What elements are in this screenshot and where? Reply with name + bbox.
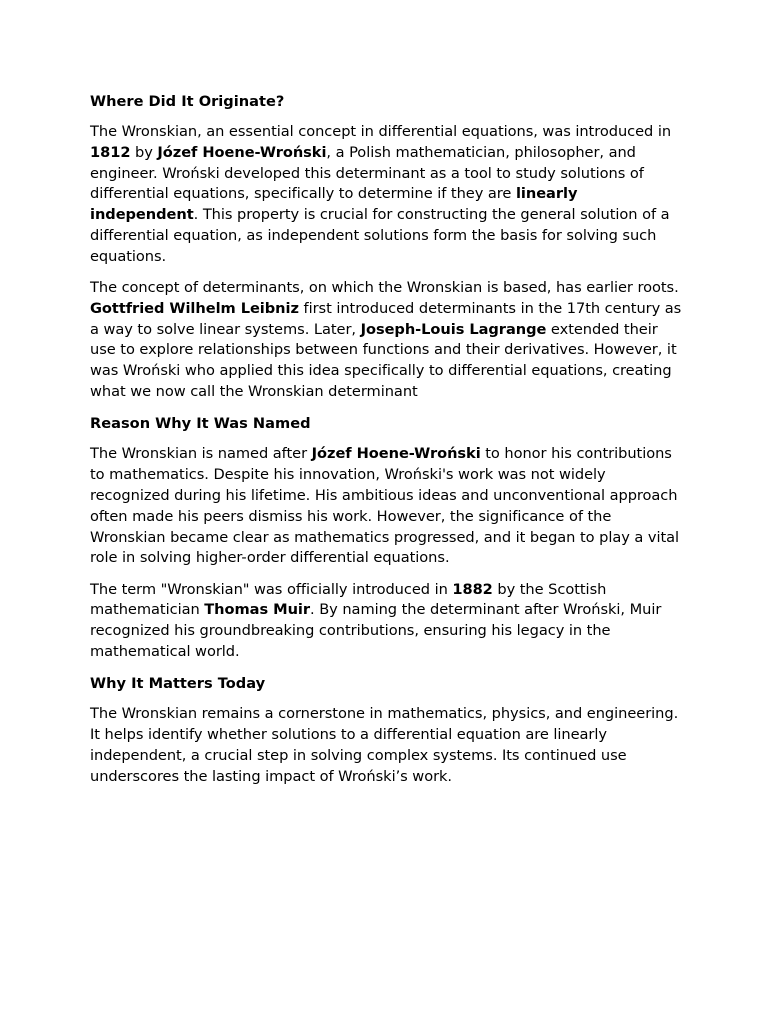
text-run: by the Scottish mathematician [90, 580, 607, 619]
section-heading-today: Why It Matters Today [90, 675, 266, 693]
section-heading-origin: Where Did It Originate? [90, 93, 285, 110]
bold-name: Józef Hoene-Wroński [311, 445, 481, 463]
document-page [90, 91, 682, 798]
text-run: The Wronskian, an essential concept in differential equations, was introduced in [90, 123, 672, 140]
text-run: first introduced determinants in the 17th century as a way to solve linear systems. Later, [90, 299, 682, 338]
paragraph-naming-1 [90, 444, 682, 569]
text-run: extended their use to explore relationships between functions and their derivatives. However, it was Wroński who applied this idea specifically to differential equations, creating what we now call the Wronskian determinant [90, 320, 677, 401]
section-heading-naming: Reason Why It Was Named [90, 415, 311, 433]
paragraph-naming-2 [90, 580, 682, 663]
bold-year: 1812 [90, 143, 131, 161]
bold-name: Joseph-Louis Lagrange [360, 320, 547, 338]
bold-term: linearly independent [90, 185, 578, 224]
paragraph-origin-1 [90, 122, 682, 268]
bold-year: 1882 [452, 580, 493, 598]
bold-name: Gottfried Wilhelm Leibniz [90, 299, 299, 317]
text-run: . By naming the determinant after Wroński, Muir recognized his groundbreaking contributions, ensuring his legacy in the mathematical world. [90, 601, 662, 661]
paragraph-origin-2 [90, 278, 682, 403]
text-run: by [130, 143, 158, 161]
text-run: , a Polish mathematician, philosopher, and engineer. Wroński developed this determinant as a tool to study solutions of differential equations, specifically to determine if they are [90, 143, 644, 203]
text-run: The Wronskian is named after [90, 445, 312, 463]
paragraph-today-1 [90, 704, 682, 787]
text-run: The Wronskian remains a cornerstone in mathematics, physics, and engineering. It helps identify whether solutions to a differential equation are linearly independent, a crucial step in solving complex systems. Its continued use underscores the lasting impact of Wroński’s work. [90, 705, 679, 785]
text-run: . This property is crucial for constructing the general solution of a differential equation, as independent solutions form the basis for solving such equations. [90, 206, 670, 265]
text-run: The term "Wronskian" was officially introduced in [90, 580, 453, 598]
text-run: The concept of determinants, on which the Wronskian is based, has earlier roots. [90, 279, 679, 297]
bold-name: Thomas Muir [204, 601, 311, 619]
bold-name: Józef Hoene-Wroński [157, 143, 327, 161]
text-run: to honor his contributions to mathematics. Despite his innovation, Wroński's work was not widely recognized during his lifetime. His ambitious ideas and unconventional approach often made his peers dismiss his work. However, the significance of the Wronskian became clear as mathematics progressed, and it began to play a vital role in solving higher-order differential equations. [90, 445, 680, 567]
